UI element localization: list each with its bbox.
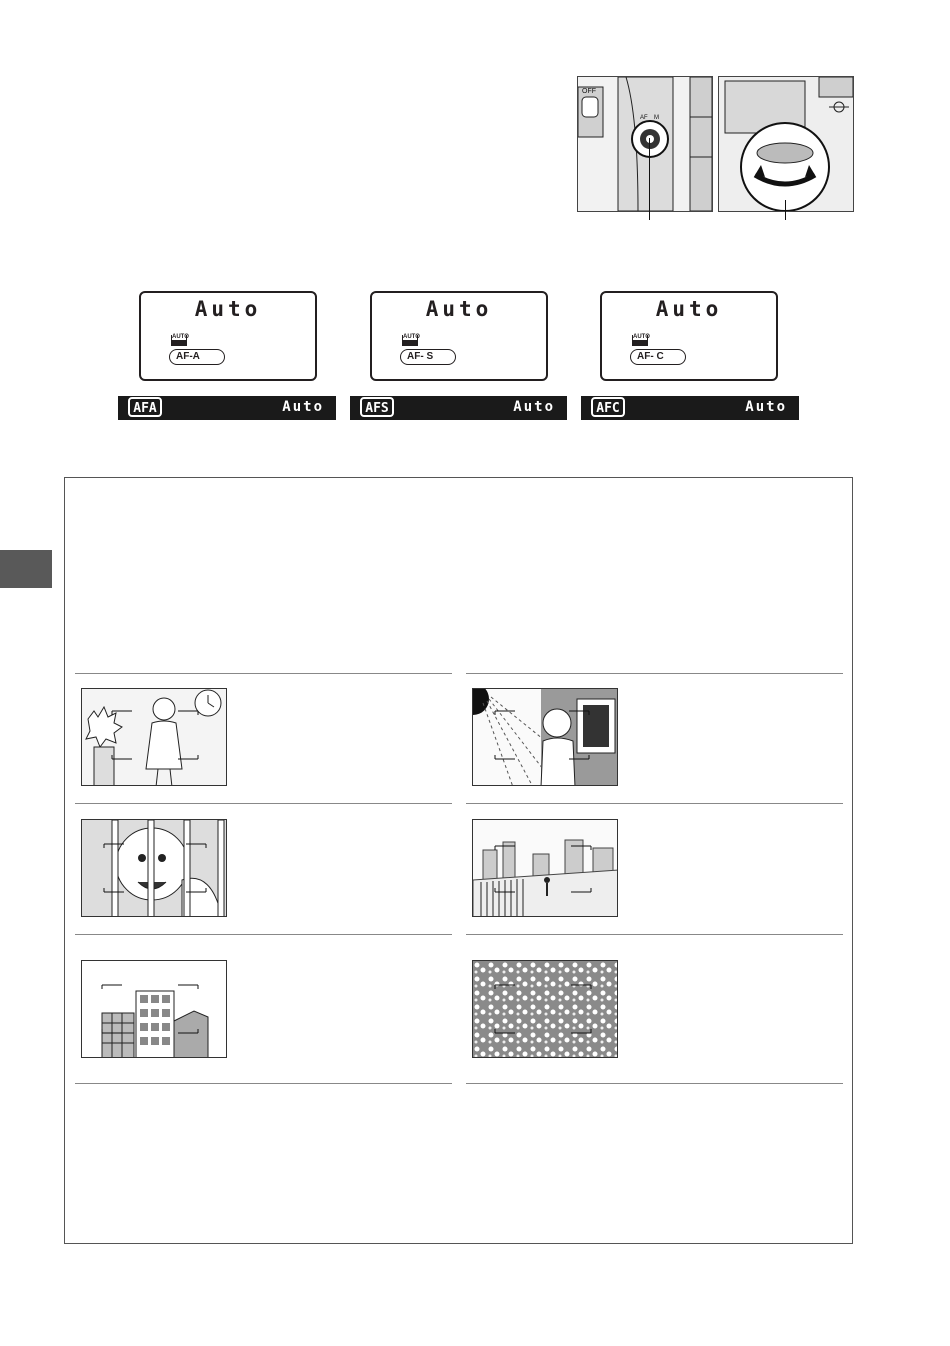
table-rule-bottom-left <box>75 1083 452 1084</box>
vf-value: Auto <box>513 399 555 415</box>
control-panel-lcd-af-c <box>600 291 778 381</box>
auto-icon-label: AUTO <box>172 334 189 340</box>
table-rule-row2-right <box>466 934 843 935</box>
chapter-tab <box>0 550 52 588</box>
command-dial-callout-line <box>785 200 786 220</box>
table-rule-row2-left <box>75 934 452 935</box>
table-rule-bottom-right <box>466 1083 843 1084</box>
example-building-windows-image <box>81 960 227 1058</box>
auto-icon <box>632 335 648 346</box>
viewfinder-display-afa <box>118 396 336 420</box>
camera-focus-mode-photo <box>577 76 713 212</box>
focus-mode-callout-line <box>649 138 650 220</box>
control-panel-lcd-af-a <box>139 291 317 381</box>
vf-value: Auto <box>282 399 324 415</box>
lcd-value: Auto <box>194 297 262 321</box>
m-label: M <box>654 115 659 121</box>
vf-mode-indicator: AFS <box>360 397 394 417</box>
viewfinder-display-afc <box>581 396 799 420</box>
example-low-contrast-image <box>81 688 227 786</box>
table-rule-row1-left <box>75 803 452 804</box>
table-rule-top-right <box>466 673 843 674</box>
example-flower-field-image <box>472 960 618 1058</box>
lcd-value: Auto <box>425 297 493 321</box>
camera-command-dial-photo <box>718 76 854 212</box>
auto-icon <box>402 335 418 346</box>
lcd-value: Auto <box>655 297 723 321</box>
vf-mode-indicator: AFA <box>128 397 162 417</box>
af-mode-label: AF-A <box>169 349 225 365</box>
af-mode-label: AF- S <box>400 349 456 365</box>
vf-value: Auto <box>745 399 787 415</box>
control-panel-lcd-af-s <box>370 291 548 381</box>
auto-icon <box>171 335 187 346</box>
vf-mode-indicator: AFC <box>591 397 625 417</box>
table-rule-row1-right <box>466 803 843 804</box>
example-cage-image <box>81 819 227 917</box>
table-rule-top-left <box>75 673 452 674</box>
example-backlit-image <box>472 688 618 786</box>
example-cityscape-image <box>472 819 618 917</box>
af-label: AF <box>640 115 648 121</box>
auto-icon-label: AUTO <box>403 334 420 340</box>
switch-off-label: OFF <box>582 88 596 95</box>
af-mode-label: AF- C <box>630 349 686 365</box>
viewfinder-display-afs <box>350 396 567 420</box>
auto-icon-label: AUTO <box>633 334 650 340</box>
